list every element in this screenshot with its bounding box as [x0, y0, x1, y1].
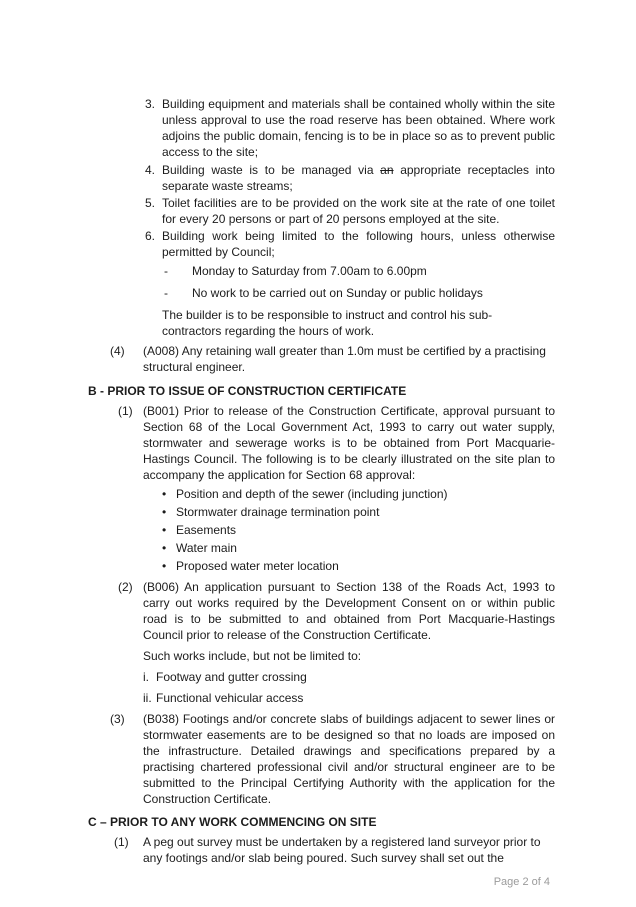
roman-item-text: Footway and gutter crossing [156, 670, 307, 684]
roman-numeral: i. [143, 670, 149, 684]
condition-text: (B006) An application pursuant to Section 138 of the Roads Act, 1993 to carry out works required by the Development Consent on or within public road is to be submitted to and obtained from Port Macquarie-Hastings Council prior to release of the Construction Certificate. [143, 580, 555, 642]
list-item-number: 3. [145, 97, 156, 111]
bullet-icon: • [162, 541, 167, 555]
bullet-icon: • [162, 559, 167, 573]
list-item-6 [88, 228, 555, 260]
page-content [88, 96, 555, 866]
condition-number: (3) [110, 712, 125, 726]
condition-c1 [88, 834, 555, 866]
condition-text: (B038) Footings and/or concrete slabs of buildings adjacent to sewer lines or stormwater easements are to be designed so that no loads are imposed on the infrastructure. Detailed drawings and specifications prepared by a practising chartered professional civil and/or structural engineer are to be submitted to the Principal Certifying Authority with the application for the Construction Certificate. [143, 712, 555, 806]
bullet-item [88, 486, 555, 502]
hours-text: Monday to Saturday from 7.00am to 6.00pm [192, 264, 427, 278]
bullet-item [88, 540, 555, 556]
condition-b1 [88, 403, 555, 483]
dash-marker: - [164, 264, 168, 278]
builder-note-text: The builder is to be responsible to instruct and control his sub-contractors regarding the hours of work. [162, 308, 493, 338]
text-after-deletion: appropriate receptacles into separate waste streams; [162, 163, 555, 193]
dash-marker: - [164, 286, 168, 300]
hours-item-1 [88, 263, 555, 279]
list-item-4 [88, 162, 555, 194]
roman-item-text: Functional vehicular access [156, 691, 304, 705]
list-item-3 [88, 96, 555, 160]
bullet-item [88, 522, 555, 538]
condition-text: (A008) Any retaining wall greater than 1.0m must be certified by a practising structural engineer. [143, 344, 546, 374]
roman-item-i [88, 669, 555, 685]
list-item-text: Building work being limited to the following hours, unless otherwise permitted by Council; [162, 229, 555, 259]
condition-number: (1) [118, 404, 133, 418]
condition-a4 [88, 343, 555, 375]
struck-through-word: an [380, 163, 394, 177]
bullet-icon: • [162, 487, 167, 501]
list-item-number: 6. [145, 229, 156, 243]
bullet-text: Proposed water meter location [176, 559, 339, 573]
condition-text: A peg out survey must be undertaken by a registered land surveyor prior to any footings and/or slab being poured. Such survey shall set out the [143, 835, 541, 865]
list-item-number: 4. [145, 163, 156, 177]
builder-note [88, 307, 555, 339]
condition-b3 [88, 711, 555, 807]
bullet-text: Water main [176, 541, 237, 555]
list-item-text [162, 162, 555, 194]
text-before-deletion: Building waste is to be managed via [162, 163, 381, 177]
hours-text: No work to be carried out on Sunday or public holidays [192, 286, 483, 300]
works-intro: Such works include, but not be limited to: [143, 649, 362, 663]
bullet-text: Position and depth of the sewer (including junction) [176, 487, 448, 501]
list-item-number: 5. [145, 196, 156, 210]
condition-number: (2) [118, 580, 133, 594]
bullet-icon: • [162, 523, 167, 537]
bullet-text: Stormwater drainage termination point [176, 505, 380, 519]
condition-text: (B001) Prior to release of the Construction Certificate, approval pursuant to Section 68 of the Local Government Act, 1993 to carry out water supply, stormwater and sewerage works is to be obtained from Port Macquarie-Hastings Council. The following is to be clearly illustrated on the site plan to accompany the application for Section 68 approval: [143, 404, 555, 482]
condition-b2 [88, 579, 555, 643]
bullet-item [88, 558, 555, 574]
list-item-5 [88, 195, 555, 227]
condition-number: (4) [110, 344, 125, 358]
condition-number: (1) [114, 835, 129, 849]
roman-numeral: ii. [143, 691, 152, 705]
list-item-text: Toilet facilities are to be provided on the work site at the rate of one toilet for every 20 persons or part of 20 persons employed at the site. [162, 196, 555, 226]
roman-item-ii [88, 690, 555, 706]
section-c-heading: C – PRIOR TO ANY WORK COMMENCING ON SITE [88, 815, 377, 829]
bullet-text: Easements [176, 523, 237, 537]
page-number: Page 2 of 4 [493, 876, 550, 888]
bullet-icon: • [162, 505, 167, 519]
hours-item-2 [88, 285, 555, 301]
section-b-heading: B - PRIOR TO ISSUE OF CONSTRUCTION CERTIFICATE [88, 384, 407, 398]
list-item-text: Building equipment and materials shall be contained wholly within the site unless approval to use the road reserve has been obtained. Where work adjoins the public domain, fencing is to be in place so as to prevent public access to the site; [162, 97, 555, 159]
bullet-item [88, 504, 555, 520]
